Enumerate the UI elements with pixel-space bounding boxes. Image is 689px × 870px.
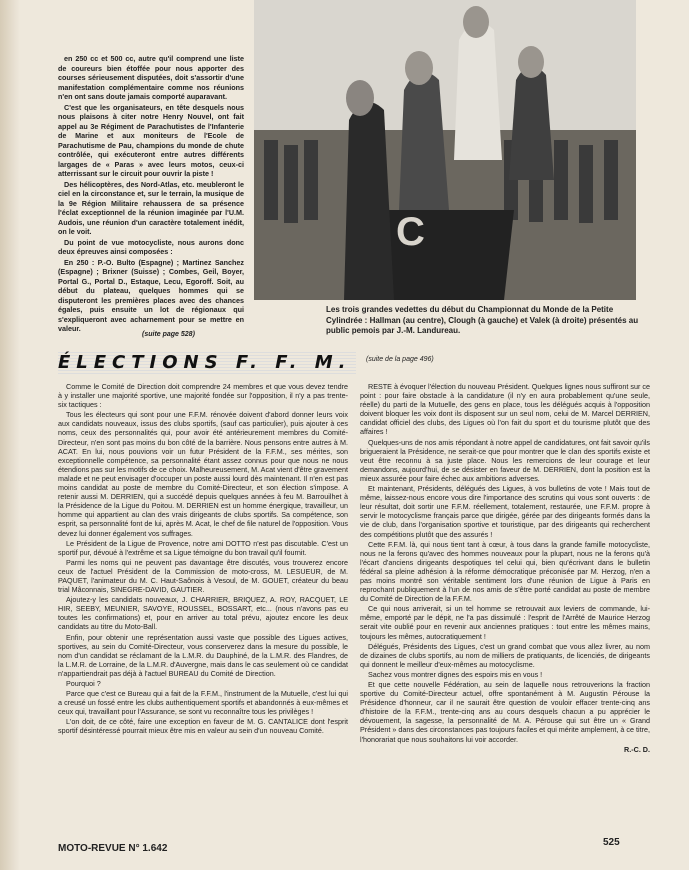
paragraph: Pourquoi ? [66, 679, 101, 688]
paragraph: Ce qui nous arriverait, si un tel homme se retrouvait aux leviers de commande, lui-même, emporté par le dépit, ne l'a pas dissimulé : l'esprit de l'Arrêté de Maurice Herzog serait vite oublié pour en revenir aux anciennes pratiques : tout entre les mêmes mains, toujours les mêmes, autocratiquement ! [360, 604, 650, 641]
page-edge-shadow [0, 0, 20, 870]
paragraph: C'est que les organisateurs, en tête desquels nous nous plaisons à citer notre Henry Nouvel, ont fait appel au 3e Régiment de Parachutistes de l'Infanterie de Marine et aux moniteurs de l'Ecole de Parachutisme de Pau, champions du monde de chute contrôlée, qui exécuteront entre autres différents largages de « Paras » avec leurs motos, ceux-ci atterrissant sur le circuit pour ouvrir la piste ! [58, 102, 244, 178]
continued-from-note: (suite de la page 496) [366, 356, 434, 363]
continued-note: (suite page 528) [142, 331, 195, 338]
paragraph: RESTE à évoquer l'élection du nouveau Président. Quelques lignes nous suffiront sur ce point : pour faire obstacle à la candidature (il n'y en aura probablement qu'une seule, réelle) du parti de la Mutuelle, des gens en place, tous les délégués acquis à l'opposition doivent bloquer les voix dont ils disposent sur un seul nom, celui de M. Marcel DERRIEN, candidat officiel des clubs, des Ligues où l'on fait du sport et du tourisme plutôt que des affaires ! [360, 382, 650, 437]
paragraph: Et que cette nouvelle Fédération, au sein de laquelle nous retrouverions la fraction sportive du Comité-Directeur actuel, offre spontanément à M. Augustin Pérouse la Présidence d'honneur, car il ne saurait être question de vouloir effacer trente-cinq ans d'histoire de la F.F.M., trente-cinq ans au cours desquels chacun a pu apprécier le dévouement, la sagesse, la personnalité de M. A. Pérouse qui sut être un « Grand Président » dans des circonstances pas toujours faciles et qui mérite amplement, à ce titre, l'honorariat que nous souhaitons lui voir accorder. [360, 680, 650, 744]
paragraph: Des hélicoptères, des Nord-Atlas, etc. meubleront le ciel en la circonstance et, sur le terrain, la musique de la 9e Région Militaire rehaussera de sa présence l'éclat exceptionnel de la réunion imaginée par l'U.M. Audois, une réunion d'un caractère totalement inédit, on le voit. [58, 179, 244, 236]
article-title: ÉLECTIONS F. F. M. [58, 352, 352, 373]
paragraph: Quelques-uns de nos amis répondant à notre appel de candidatures, ont fait savoir qu'ils brigueraient la Présidence, ne serait-ce que pour montrer que le clan des sportifs existe et veut être reconnu à sa juste place. Nous les remercions de leur courage et leur demandons, aujourd'hui, de se désister en faveur de M. DERRIEN, dont la position est la mieux assurée pour faire échec aux ambitions adverses. [360, 437, 650, 483]
paragraph: L'on doit, de ce côté, faire une exception en faveur de M. G. CANTALICE dont l'esprit sportif désintéressé pourrait mieux être mis en valeur au sein d'un nouveau Comité. [58, 717, 348, 736]
svg-text:C: C [396, 210, 425, 254]
paragraph: Ajoutez-y les candidats nouveaux, J. CHARRIER, BRIQUEZ, A. ROY, RACQUET, LE HIR, SEEBY, MEUNIER, SAVOYE, ROUSSEL, BOSSART, etc... (nous n'avons pas eu toutes les confirmations) et, pour en arriver au total prévu, ajoutez encore les deux candidats au titre du Moto-Ball. [58, 595, 348, 632]
footer-magazine-issue: MOTO-REVUE N° 1.642 [58, 843, 168, 854]
paragraph: Le Président de la Ligue de Provence, notre ami DOTTO n'est pas discutable. C'est un sportif pur, dévoué à l'extrême et sa Ligue témoigne du bon travail qu'il fournit. [58, 538, 348, 557]
paragraph: Et maintenant, Présidents, délégués des Ligues, à vos bulletins de vote ! Mais tout de même, laissez-nous encore vous dire l'importance des scrutins qui vous sont ouverts : de leur résultat, doit sortir une F.F.M. réellement, totalement, restaurée, une F.F.M. propre à servir le motocyclisme français parce que dirigée, gérée par des dirigeants formés dans la vie de club, dans l'organisation sportive et touristique, par des dirigeants qui recherchent des compétitions plutôt que des assurés ! [360, 484, 650, 539]
paragraph: Enfin, pour obtenir une représentation aussi vaste que possible des Ligues actives, sportives, au sein du Comité-Directeur, vous conserverez dans la mesure du possible, le nom d'un candidat se réclamant de la L.M.R. du Dauphiné, de la L.M.R. des Flandres, de la L.M.R. de Lorraine, de la L.M.R. d'Auvergne, mais dans le cas seulement où ce candidat n'appartiendrait pas déjà à l'actuel BUREAU du Comité de Direction. [58, 632, 348, 678]
paragraph: Comme le Comité de Direction doit comprendre 24 membres et que vous devez tendre à y installer une majorité sportive, une majorité fondée sur l'opposition, il n'y a pas trente-six tactiques : [58, 382, 348, 410]
title-banner [58, 352, 356, 374]
top-left-article-text [58, 54, 244, 335]
paragraph: en 250 cc et 500 cc, autre qu'il comprend une liste de coureurs bien étoffée pour nous apporter des courses sérieusement disputées, doit s'assortir d'une manifestation complémentaire comme nos réunions n'en ont sans doute jamais comporté auparavant. [58, 54, 244, 101]
right-column-text [360, 382, 650, 755]
photo-riders-presentation [254, 0, 636, 300]
paragraph: Parce que c'est ce Bureau qui a fait de la F.F.M., l'instrument de la Mutuelle, c'est lui qui a creusé un fossé entre les clubs authentiquement sportifs et abandonnés à eux-mêmes et ceux qui, travaillant pour l'Assurance, se sont vu reconnaître tous les privilèges ! [58, 689, 348, 717]
signature: R.-C. D. [624, 744, 650, 754]
paragraph: En 250 : P.-O. Bulto (Espagne) ; Martinez Sanchez (Espagne) ; Brixner (Suisse) ; Combes, Geil, Boyer, Portal G., Portal D., Estaque, Lecu, Egoroff. Soit, au début du plateau, quelques hommes qui se disputeront les premières places avec des chances égales, puis ensuite un lot de régionaux qui s'expliqueront avec acharnement pour se mettre en valeur. [58, 257, 244, 333]
photo-illustration [254, 0, 636, 300]
page-number: 525 [603, 837, 620, 848]
paragraph: Tous les électeurs qui sont pour une F.F.M. rénovée doivent d'abord donner leurs voix aux candidats nouveaux, issus des clubs sportifs, (sauf cas particulier), puis ajouter à ces noms, ceux des personnalités qui, pour avoir été antérieurement membres du Comité-Directeur, n'en sont pas moins du bon côté de la barrière. Nous pensons entre autres à M. ACAT. En lui, nous pouvions voir un futur Président de la F.F.M., ses mérites, son exceptionnelle compétence, sa personnalité étant assez connus pour que nous ne nous étendions pas sur les motifs de ce choix. Malheureusement, M. Acat vient d'être gravement malade et ne peut envisager d'occuper un poste aussi lourd dès maintenant. Il n'en est pas moins candidat au poste de membre du Comité-Directeur, et son élection s'impose. A retenir aussi M. DERRIEN, qui a succédé depuis quelques années à feu M. Barrouilhet à la Présidence de la Ligue du Poitou. M. DERRIEN est un homme énergique, travailleur, un homme qui appartient au clan des vrais dirigeants de clubs sportifs. Sa compétence, son esprit, sa personnalité font de lui, après M. Acat, le chef de file naturel de l'opposition. Vous devez lui donner également vos suffrages. [58, 410, 348, 538]
photo-caption: Les trois grandes vedettes du début du Championnat du Monde de la Petite Cylindrée : Hallman (au centre), Clough (à gauche) et Valek (à droite) présentés au public pemois par J.-M. Landureau. [326, 305, 639, 335]
paragraph: Du point de vue motocycliste, nous aurons donc deux épreuves ainsi composées : [58, 237, 244, 256]
paragraph: Cette F.F.M. là, qui nous tient tant à cœur, à tous dans la grande famille motocycliste, nous ne la ferons qu'avec des hommes nouveaux pour la plupart, nous ne la ferons qu'à l'écart d'anciens dirigeants despotiques tel celui qui, bien qu'écrivant dans le bulletin fédéral sa pleine adhésion à la réforme démocratique préconisée par M. Herzog, n'en a pas moins montré son véritable sentiment lors d'une réunion de Ligue à Paris en reprochant publiquement à l'un de nos amis de s'être porté candidat au poste de membre du Comité de Direction de la F.F.M. [360, 539, 650, 604]
paragraph: Sachez vous montrer dignes des espoirs mis en vous ! [368, 669, 543, 679]
left-column-text [58, 382, 348, 737]
paragraph: Parmi les noms qui ne peuvent pas davantage être discutés, vous trouverez encore ceux de l'actuel Président de la Commission de moto-cross, M. LESUEUR, de M. PAQUET, l'animateur du M. C. Haut-Saônois à Vesoul, de M. GOUET, créateur du beau trial Mâconnais, SINEGRE-DAVID, GAUTIER. [58, 557, 348, 595]
paragraph: Délégués, Présidents des Ligues, c'est un grand combat que vous allez livrer, au nom de dizaines de clubs sportifs, au nom de milliers de pratiquants, de licenciés, de dirigeants qui donnent le meilleur d'eux-mêmes au motocyclisme. [360, 641, 650, 669]
